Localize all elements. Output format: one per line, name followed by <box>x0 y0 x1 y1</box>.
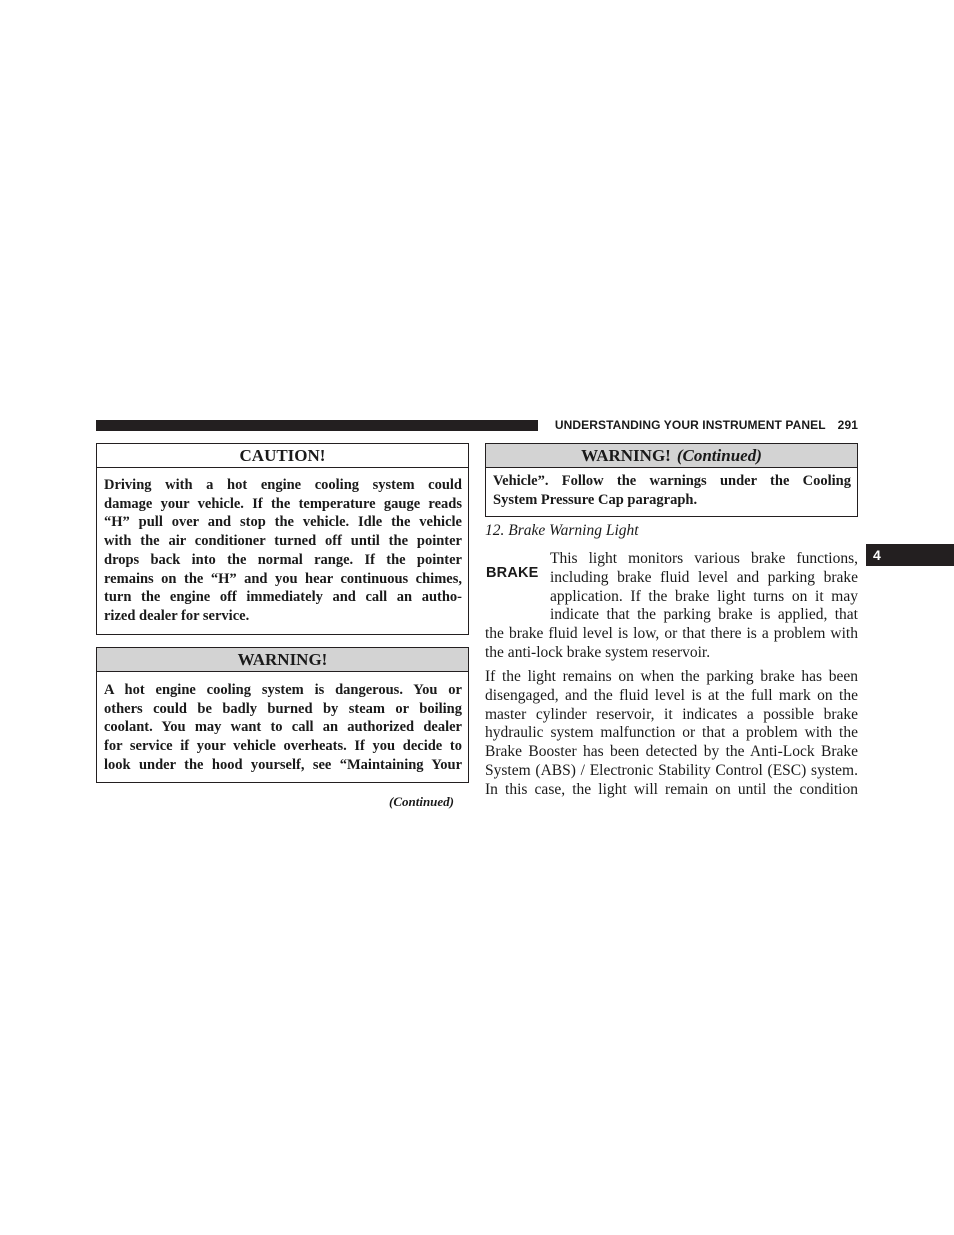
brake-para1-line: the brake fluid level is low, or that there is a problem with <box>485 625 858 642</box>
brake-para1-line: indicate that the parking brake is applied, that <box>550 606 858 624</box>
brake-para2-line: Brake Booster has been detected by the Anti-Lock Brake <box>485 743 858 761</box>
warning-line: look under the hood yourself, see “Maintaining Your <box>104 756 462 773</box>
chapter-tab: 4 <box>866 544 954 566</box>
caution-line: damage your vehicle. If the temperature gauge reads <box>104 495 462 512</box>
brake-para2-line: master cylinder reservoir, it indicates a possible brake <box>485 705 858 723</box>
warning-body <box>97 672 468 775</box>
caution-title: CAUTION! <box>97 444 468 468</box>
section-title: UNDERSTANDING YOUR INSTRUMENT PANEL <box>554 418 826 432</box>
caution-line: “H” pull over and stop the vehicle. Idle the vehicle <box>104 514 462 531</box>
brake-para1-line: the anti-lock brake system reservoir. <box>485 643 711 661</box>
caution-line: remains on the “H” and you hear continuous chimes, <box>104 570 462 587</box>
warning-title: WARNING! <box>97 648 468 672</box>
warning-continued-line: System Pressure Cap paragraph. <box>493 491 698 508</box>
brake-para2-line: System (ABS) / Electronic Stability Control (ESC) system. <box>485 761 858 779</box>
warning-continued-box <box>485 443 858 517</box>
caution-line: rized dealer for service. <box>104 607 250 624</box>
brake-para1-line: including brake fluid level and parking brake <box>550 568 858 586</box>
warning-continued-title-text: WARNING! <box>581 446 671 465</box>
brake-para2-line: If the light remains on when the parking brake has been <box>485 668 858 685</box>
warning-continued-line: Vehicle”. Follow the warnings under the Cooling <box>493 473 851 489</box>
continued-note: (Continued) <box>389 794 455 809</box>
header-rule <box>96 420 538 431</box>
brake-para2-line: In this case, the light will remain on until the condition <box>485 780 858 798</box>
brake-warning-icon: BRAKE <box>486 565 539 581</box>
warning-line: for service if your vehicle overheats. If you decide to <box>104 738 462 755</box>
warning-line: others could be badly burned by steam or boiling <box>104 700 462 717</box>
warning-continued-title <box>486 444 857 468</box>
warning-box <box>96 647 469 783</box>
brake-paragraph-1-cont <box>485 625 858 663</box>
brake-para1-line: application. If the brake light turns on it may <box>550 587 858 605</box>
warning-line: A hot engine cooling system is dangerous. You or <box>104 682 462 698</box>
brake-para2-line: disengaged, and the fluid level is at the full mark on the <box>485 686 858 704</box>
brake-section-heading: 12. Brake Warning Light <box>485 522 639 539</box>
brake-para2-line: hydraulic system malfunction or that a problem with the <box>485 724 858 742</box>
caution-line: Driving with a hot engine cooling system could <box>104 477 462 493</box>
running-header <box>546 417 858 433</box>
caution-line: turn the engine off immediately and call an autho- <box>104 589 462 606</box>
brake-paragraph-2 <box>485 668 858 800</box>
brake-para1-line: This light monitors various brake functions, <box>550 550 858 567</box>
caution-line: with the air conditioner turned off until the pointer <box>104 533 462 550</box>
caution-body <box>97 468 468 626</box>
brake-paragraph-1-wrap <box>550 550 858 625</box>
caution-box <box>96 443 469 635</box>
warning-line: coolant. You may want to call an authorized dealer <box>104 719 462 736</box>
warning-continued-suffix: (Continued) <box>676 446 762 465</box>
warning-continued-body <box>486 468 857 509</box>
page-number: 291 <box>837 418 858 432</box>
caution-line: drops back into the normal range. If the pointer <box>104 551 462 568</box>
